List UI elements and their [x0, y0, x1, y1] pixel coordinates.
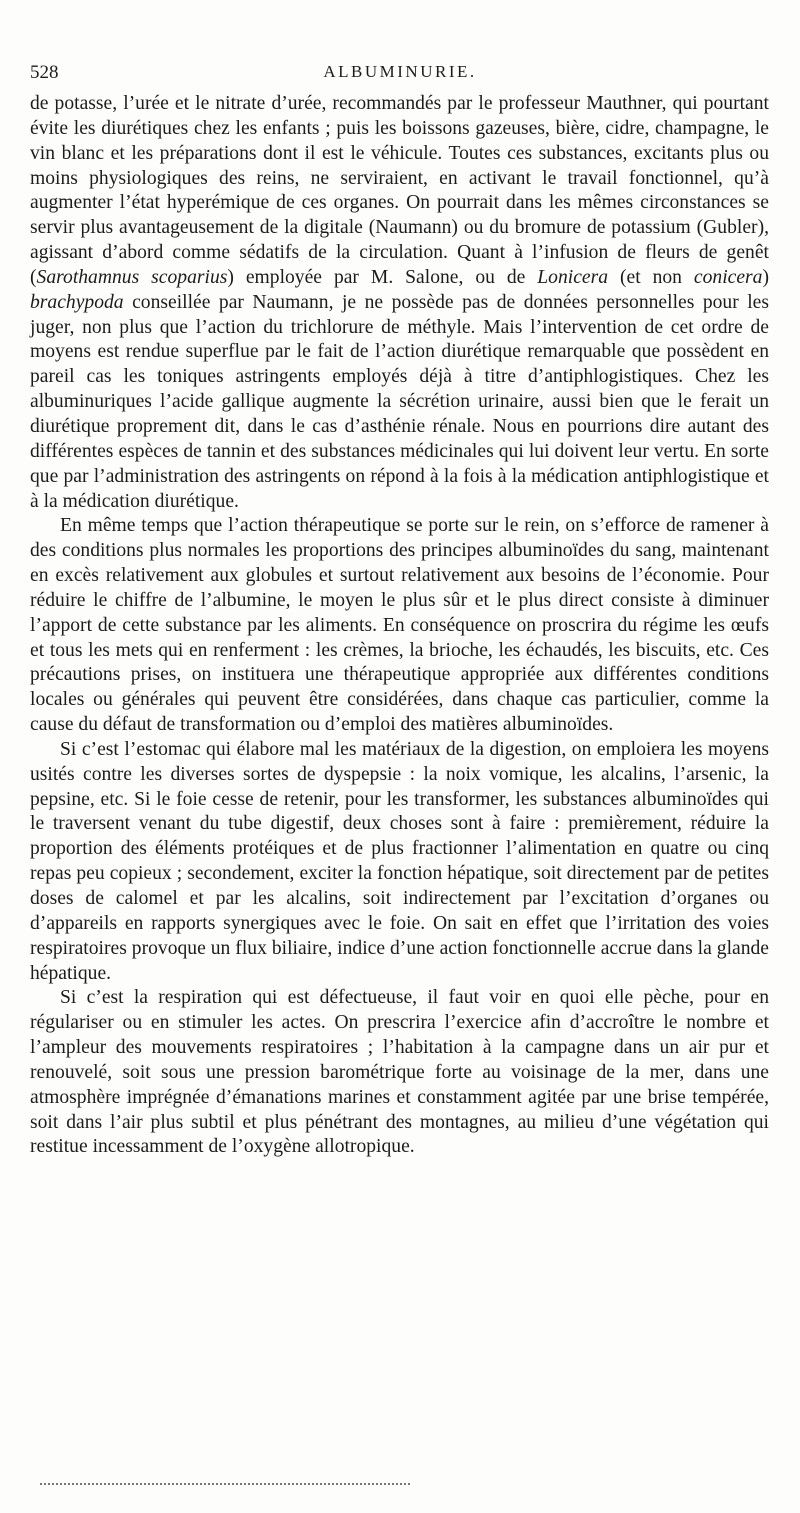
italic-text: Lonicera	[537, 266, 609, 288]
text-run: En même temps que l’action thérapeutique se porte sur le rein, on s’efforce de ramener à des conditions plus normales les proportions des principes albuminoïdes du sang, maintenant en excès relativement aux globules et surtout relativement aux besoins de l’économie. Pour réduire le chiffre de l’albumine, le moyen le plus sûr et le plus direct consiste à diminuer l’apport de cette substance par les aliments. En conséquence on proscrira du régime les œufs et tous les mets qui en renferment : les crèmes, la brioche, les échaudés, les biscuits, etc. Ces précautions prises, on instituera une thérapeutique appropriée aux différentes conditions locales ou générales qui peuvent être considérées, dans chaque cas particulier, comme la cause du défaut de transformation ou d’emploi des matières albuminoïdes.	[30, 515, 769, 736]
text-run: (et non	[608, 266, 694, 288]
paragraph	[30, 514, 769, 738]
italic-text: Sarothamnus scoparius	[36, 266, 228, 288]
text-run: ) employée par M. Salone, ou de	[227, 266, 538, 288]
footer-rule	[40, 1483, 410, 1485]
paragraph	[30, 738, 769, 986]
running-title: ALBUMINURIE.	[323, 62, 477, 81]
text-run: )	[762, 266, 769, 288]
page-number: 528	[30, 62, 59, 83]
paragraph	[30, 92, 769, 514]
text-run: conseillée par Naumann, je ne possède pas de données personnelles pour les juger, non plus que l’action du trichlorure de méthyle. Mais l’intervention de cet ordre de moyens est rendue superflue par le fait de l’action diurétique remarquable que possèdent en pareil cas les toniques astringents employés déjà à titre d’antiphlogistiques. Chez les albuminuriques l’acide gallique augmente la sécrétion urinaire, aussi bien que le ferait un diurétique proprement dit, dans le cas d’asthénie rénale. Nous en pourrions dire autant des différentes espèces de tannin et des substances médicinales qui lui doivent leur vertu. En sorte que par l’administration des astringents on répond à la fois à la médication antiphlogistique et à la médication diurétique.	[30, 291, 769, 512]
text-run: de potasse, l’urée et le nitrate d’urée, recommandés par le professeur Mauthner, qui pourtant évite les diurétiques chez les enfants ; puis les boissons gazeuses, bière, cidre, champagne, le vin blanc et les préparations dont il est le véhicule. Toutes ces substances, excitants plus ou moins physiologiques des reins, ne serviraient, en activant le travail fonctionnel, qu’à augmenter l’état hyperémique de ces organes. On pourrait dans les mêmes circonstances se servir plus avantageusement de la digitale (Naumann) ou du bromure de potassium (Gubler), agissant d’abord comme sédatifs de la circulation. Quant à l’infusion de fleurs de genêt (	[30, 93, 769, 288]
body-text	[30, 92, 769, 1160]
page-header	[30, 62, 770, 86]
text-run: Si c’est la respiration qui est défectueuse, il faut voir en quoi elle pèche, pour en régulariser ou en stimuler les actes. On prescrira l’exercice afin d’accroître le nombre et l’ampleur des mouvements respiratoires ; l’habitation à la campagne dans un air pur et renouvelé, soit sous une pression barométrique forte au voisinage de la mer, dans une atmosphère imprégnée d’émanations marines et constamment agitée par une brise tempérée, soit dans l’air plus subtil et plus pénétrant des montagnes, au milieu d’une végétation qui restitue incessamment de l’oxygène allotropique.	[30, 987, 769, 1158]
italic-text: conicera	[693, 266, 763, 288]
paragraph	[30, 986, 769, 1160]
text-run: Si c’est l’estomac qui élabore mal les matériaux de la digestion, on emploiera les moyens usités contre les diverses sortes de dyspepsie : la noix vomique, les alcalins, l’arsenic, la pepsine, etc. Si le foie cesse de retenir, pour les transformer, les substances albuminoïdes qui le traversent venant du tube digestif, deux choses sont à faire : premièrement, réduire la proportion des éléments protéiques et de plus fractionner l’alimentation en quatre ou cinq repas peu copieux ; secondement, exciter la fonction hépatique, soit directement par de petites doses de calomel et par les alcalins, soit indirectement par l’excitation d’organes ou d’appareils en rapports synergiques avec le foie. On sait en effet que l’irritation des voies respiratoires provoque un flux biliaire, indice d’une action fonctionnelle accrue dans la glande hépatique.	[30, 738, 769, 984]
italic-text: brachypoda	[30, 291, 124, 313]
